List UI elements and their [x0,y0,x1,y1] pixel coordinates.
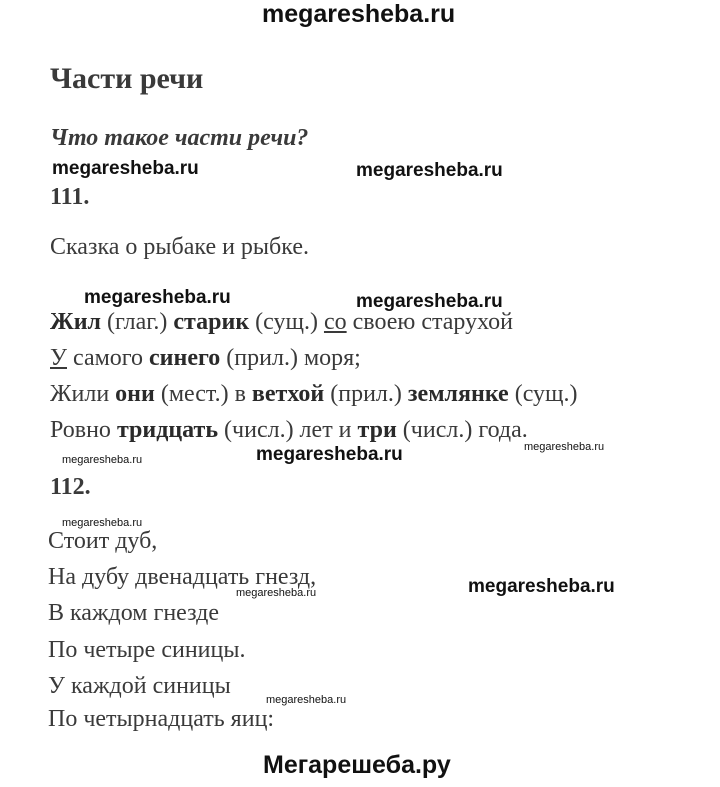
watermark: megaresheba.ru [52,158,199,179]
source-title: Сказка о рыбаке и рыбке. [50,234,309,260]
watermark: megaresheba.ru [266,694,347,706]
exercise-number-112: 112. [50,474,91,500]
watermark: megaresheba.ru [84,287,231,308]
word-adjective: ветхой [251,381,325,407]
word-numeral: три [357,417,397,443]
riddle-line: Стоит дуб, [48,528,158,554]
word-pronoun: они [115,381,155,407]
poem-line-2: У самого синего (прил.) моря; [50,345,361,371]
word-preposition: со [323,309,347,335]
word-adjective: синего [149,345,221,371]
riddle-line: По четыре синицы. [48,637,246,663]
poem-line-4: Ровно тридцать (числ.) лет и три (числ.) года. [50,417,528,443]
riddle-line: На дубу двенадцать гнезд, [48,564,317,590]
watermark: megaresheba.ru [62,454,143,466]
watermark: megaresheba.ru [468,576,615,597]
word-noun: землянке [407,381,509,407]
riddle-line: В каждом гнезде [48,600,220,626]
word-numeral: тридцать [116,417,219,443]
section-subtitle: Что такое части речи? [50,125,309,151]
watermark: megaresheba.ru [356,160,503,181]
word-preposition: У [50,345,67,371]
watermark: megaresheba.ru [62,517,143,529]
riddle-line: По четырнадцать яиц: [48,706,275,732]
poem-line-3: Жили они (мест.) в ветхой (прил.) землянке (сущ.) [50,381,578,407]
watermark: megaresheba.ru [524,441,605,453]
watermark: megaresheba.ru [236,587,317,599]
watermark: megaresheba.ru [356,291,503,312]
word-noun: старик [173,309,250,335]
watermark-top: megaresheba.ru [262,0,456,28]
word-verb: Жил [50,309,102,335]
riddle-line: У каждой синицы [48,673,231,699]
footer-brand: Мегарешеба.ру [263,751,451,779]
exercise-number-111: 111. [50,184,90,210]
watermark: megaresheba.ru [256,444,403,465]
page-title: Части речи [50,62,204,95]
poem-line-1: Жил (глаг.) старик (сущ.) со своею старухой [50,309,514,335]
